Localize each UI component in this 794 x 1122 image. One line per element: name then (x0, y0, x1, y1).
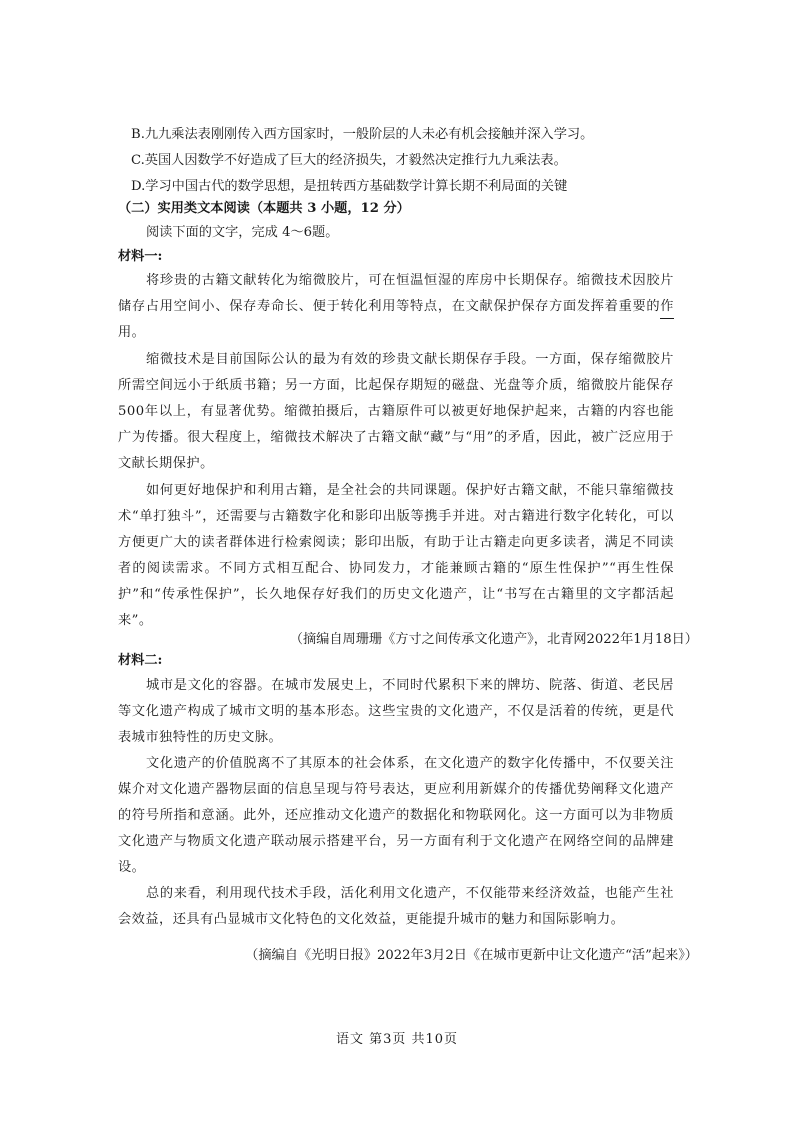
margin-mark (660, 318, 674, 319)
material-1-paragraph-1: 将珍贵的古籍文献转化为缩微胶片，可在恒温恒湿的库房中长期保存。缩微技术因胶片储存占用空间小、保存寿命长、便于转化利用等特点，在文献保护保存方面发挥着重要的作用。 (118, 273, 674, 340)
material-1-paragraph-3: 如何更好地保护和利用古籍，是全社会的共同课题。保护好古籍文献，不能只靠缩微技术“单打独斗”，还需要与古籍数字化和影印出版等携手并进。对古籍进行数字化转化，可以方便更广大的读者群体进行检索阅读；影印出版，有助于让古籍走向更多读者，满足不同读者的阅读需求。不同方式相互配合、协同发力，才能兼顾古籍的“原生性保护”“再生性保护”和“传承性保护”，长久地保存好我们的历史文化遗产，让“书写在古籍里的文字都活起来”。 (118, 483, 674, 628)
material-1-paragraph-2: 缩微技术是目前国际公认的最为有效的珍贵文献长期保存手段。一方面，保存缩微胶片所需空间远小于纸质书籍；另一方面，比起保存期短的磁盘、光盘等介质，缩微胶片能保存500年以上，有显著优势。缩微拍摄后，古籍原件可以被更好地保护起来，古籍的内容也能广为传播。很大程度上，缩微技术解决了古籍文献“藏”与“用”的矛盾，因此，被广泛应用于文献长期保护。 (118, 352, 674, 471)
section-heading: （二）实用类文本阅读（本题共 3 小题，12 分） (118, 201, 410, 216)
material-2-paragraph-1: 城市是文化的容器。在城市发展史上，不同时代累积下来的牌坊、院落、街道、老民居等文化遗产构成了城市文明的基本形态。这些宝贵的文化遗产，不仅是活着的传统，更是代表城市独特性的历史文脉。 (118, 678, 674, 745)
option-b: B.九九乘法表刚刚传入西方国家时，一般阶层的人未必有机会接触并深入学习。 (131, 127, 594, 142)
option-c: C.英国人因数学不好造成了巨大的经济损失，才毅然决定推行九九乘法表。 (131, 153, 567, 168)
material-2-paragraph-3: 总的来看，利用现代技术手段，活化利用文化遗产，不仅能带来经济效益，也能产生社会效益，还具有凸显城市文化特色的文化效益，更能提升城市的魅力和国际影响力。 (118, 886, 674, 927)
material-2-source: （摘编自《光明日报》2022年3月2日《在城市更新中让文化遗产“活”起来》） (245, 948, 698, 963)
section-instruction: 阅读下面的文字，完成 4～6题。 (146, 225, 339, 240)
material-1-source: （摘编自周珊珊《方寸之间传承文化遗产》，北青网2022年1月18日） (289, 632, 698, 647)
material-1-label: 材料一: (118, 249, 163, 264)
option-d: D.学习中国古代的数学思想，是扭转西方基础数学计算长期不利局面的关键 (131, 179, 568, 194)
page-footer: 语文 第3页 共10页 (335, 1032, 459, 1047)
material-2-paragraph-2: 文化遗产的价值脱离不了其原本的社会体系，在文化遗产的数字化传播中，不仅要关注媒介对文化遗产器物层面的信息呈现与符号表达，更应利用新媒介的传播优势阐释文化遗产的符号所指和意涵。此外，还应推动文化遗产的数据化和物联网化。这一方面可以为非物质文化遗产与物质文化遗产联动展示搭建平台，另一方面有利于文化遗产在网络空间的品牌建设。 (118, 756, 674, 875)
material-2-label: 材料二: (118, 653, 163, 668)
